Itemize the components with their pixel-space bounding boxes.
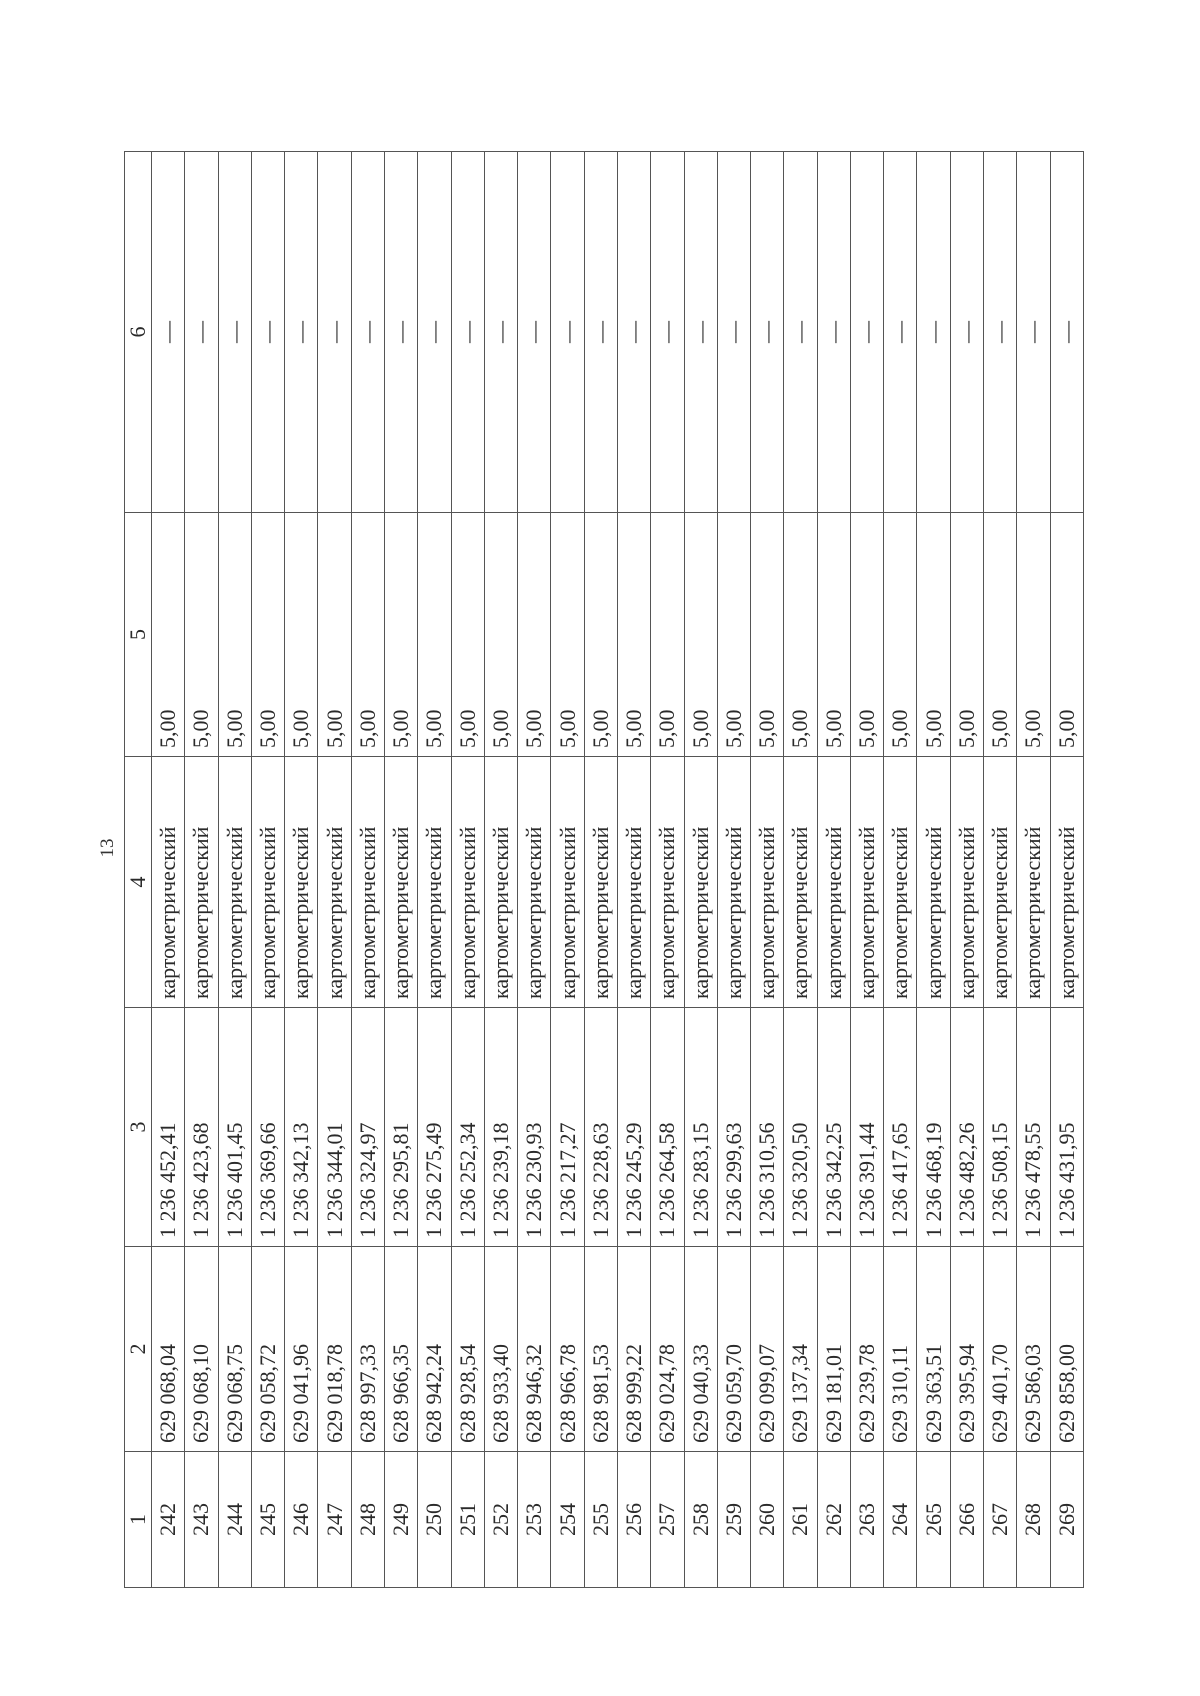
notes-cell: — <box>418 152 451 513</box>
method-cell: картометрический <box>684 757 717 1008</box>
table-row <box>817 152 850 1588</box>
x-coordinate-cell: 628 933,40 <box>484 1247 517 1452</box>
x-coordinate-cell: 629 068,10 <box>185 1247 218 1452</box>
notes-cell: — <box>1017 152 1050 513</box>
table-row <box>850 152 883 1588</box>
y-coordinate-cell: 1 236 283,15 <box>684 1008 717 1247</box>
x-coordinate-cell: 628 966,78 <box>551 1247 584 1452</box>
accuracy-cell: 5,00 <box>152 513 185 757</box>
x-coordinate-cell: 629 059,70 <box>717 1247 750 1452</box>
point-number-cell: 249 <box>384 1452 417 1588</box>
point-number-cell: 258 <box>684 1452 717 1588</box>
point-number-cell: 267 <box>984 1452 1017 1588</box>
y-coordinate-cell: 1 236 310,56 <box>751 1008 784 1247</box>
y-coordinate-cell: 1 236 239,18 <box>484 1008 517 1247</box>
notes-cell: — <box>185 152 218 513</box>
x-coordinate-cell: 629 239,78 <box>850 1247 883 1452</box>
table-row <box>884 152 917 1588</box>
point-number-cell: 251 <box>451 1452 484 1588</box>
notes-cell: — <box>384 152 417 513</box>
table-row <box>584 152 617 1588</box>
column-header-1: 1 <box>125 1452 152 1588</box>
x-coordinate-cell: 628 942,24 <box>418 1247 451 1452</box>
table-row <box>1017 152 1050 1588</box>
accuracy-cell: 5,00 <box>285 513 318 757</box>
table-row <box>684 152 717 1588</box>
y-coordinate-cell: 1 236 299,63 <box>717 1008 750 1247</box>
table-row <box>418 152 451 1588</box>
method-cell: картометрический <box>451 757 484 1008</box>
point-number-cell: 244 <box>218 1452 251 1588</box>
y-coordinate-cell: 1 236 417,65 <box>884 1008 917 1247</box>
table-row <box>651 152 684 1588</box>
accuracy-cell: 5,00 <box>950 513 983 757</box>
column-header-5: 5 <box>125 513 152 757</box>
x-coordinate-cell: 629 068,04 <box>152 1247 185 1452</box>
coordinates-table <box>124 151 1084 1588</box>
x-coordinate-cell: 629 181,01 <box>817 1247 850 1452</box>
y-coordinate-cell: 1 236 275,49 <box>418 1008 451 1247</box>
column-header-4: 4 <box>125 757 152 1008</box>
point-number-cell: 257 <box>651 1452 684 1588</box>
x-coordinate-cell: 629 395,94 <box>950 1247 983 1452</box>
point-number-cell: 255 <box>584 1452 617 1588</box>
accuracy-cell: 5,00 <box>1017 513 1050 757</box>
y-coordinate-cell: 1 236 320,50 <box>784 1008 817 1247</box>
y-coordinate-cell: 1 236 342,13 <box>285 1008 318 1247</box>
page-number: 13 <box>97 838 118 858</box>
method-cell: картометрический <box>152 757 185 1008</box>
x-coordinate-cell: 629 310,11 <box>884 1247 917 1452</box>
x-coordinate-cell: 629 041,96 <box>285 1247 318 1452</box>
notes-cell: — <box>917 152 950 513</box>
y-coordinate-cell: 1 236 217,27 <box>551 1008 584 1247</box>
notes-cell: — <box>751 152 784 513</box>
notes-cell: — <box>884 152 917 513</box>
point-number-cell: 264 <box>884 1452 917 1588</box>
notes-cell: — <box>518 152 551 513</box>
y-coordinate-cell: 1 236 264,58 <box>651 1008 684 1247</box>
y-coordinate-cell: 1 236 324,97 <box>351 1008 384 1247</box>
table-row <box>950 152 983 1588</box>
method-cell: картометрический <box>1050 757 1083 1008</box>
point-number-cell: 246 <box>285 1452 318 1588</box>
x-coordinate-cell: 629 068,75 <box>218 1247 251 1452</box>
method-cell: картометрический <box>1017 757 1050 1008</box>
y-coordinate-cell: 1 236 431,95 <box>1050 1008 1083 1247</box>
method-cell: картометрический <box>551 757 584 1008</box>
method-cell: картометрический <box>717 757 750 1008</box>
y-coordinate-cell: 1 236 508,15 <box>984 1008 1017 1247</box>
point-number-cell: 247 <box>318 1452 351 1588</box>
accuracy-cell: 5,00 <box>251 513 284 757</box>
y-coordinate-cell: 1 236 295,81 <box>384 1008 417 1247</box>
table-row <box>351 152 384 1588</box>
method-cell: картометрический <box>484 757 517 1008</box>
accuracy-cell: 5,00 <box>218 513 251 757</box>
x-coordinate-cell: 629 058,72 <box>251 1247 284 1452</box>
table-row <box>1050 152 1083 1588</box>
point-number-cell: 259 <box>717 1452 750 1588</box>
table-row <box>384 152 417 1588</box>
point-number-cell: 242 <box>152 1452 185 1588</box>
point-number-cell: 248 <box>351 1452 384 1588</box>
x-coordinate-cell: 629 858,00 <box>1050 1247 1083 1452</box>
point-number-cell: 262 <box>817 1452 850 1588</box>
accuracy-cell: 5,00 <box>351 513 384 757</box>
method-cell: картометрический <box>784 757 817 1008</box>
table-row <box>784 152 817 1588</box>
method-cell: картометрический <box>418 757 451 1008</box>
table-header-row <box>125 152 152 1588</box>
notes-cell: — <box>684 152 717 513</box>
table-row <box>285 152 318 1588</box>
method-cell: картометрический <box>584 757 617 1008</box>
point-number-cell: 243 <box>185 1452 218 1588</box>
table-row <box>451 152 484 1588</box>
method-cell: картометрический <box>518 757 551 1008</box>
accuracy-cell: 5,00 <box>185 513 218 757</box>
notes-cell: — <box>651 152 684 513</box>
x-coordinate-cell: 628 999,22 <box>617 1247 650 1452</box>
point-number-cell: 250 <box>418 1452 451 1588</box>
y-coordinate-cell: 1 236 482,26 <box>950 1008 983 1247</box>
y-coordinate-cell: 1 236 468,19 <box>917 1008 950 1247</box>
method-cell: картометрический <box>984 757 1017 1008</box>
accuracy-cell: 5,00 <box>917 513 950 757</box>
table-row <box>185 152 218 1588</box>
notes-cell: — <box>617 152 650 513</box>
x-coordinate-cell: 628 946,32 <box>518 1247 551 1452</box>
y-coordinate-cell: 1 236 228,63 <box>584 1008 617 1247</box>
accuracy-cell: 5,00 <box>484 513 517 757</box>
x-coordinate-cell: 629 137,34 <box>784 1247 817 1452</box>
y-coordinate-cell: 1 236 369,66 <box>251 1008 284 1247</box>
notes-cell: — <box>984 152 1017 513</box>
notes-cell: — <box>152 152 185 513</box>
y-coordinate-cell: 1 236 401,45 <box>218 1008 251 1247</box>
accuracy-cell: 5,00 <box>451 513 484 757</box>
table-body <box>152 152 1084 1588</box>
accuracy-cell: 5,00 <box>817 513 850 757</box>
method-cell: картометрический <box>950 757 983 1008</box>
point-number-cell: 261 <box>784 1452 817 1588</box>
column-header-2: 2 <box>125 1247 152 1452</box>
method-cell: картометрический <box>751 757 784 1008</box>
point-number-cell: 256 <box>617 1452 650 1588</box>
notes-cell: — <box>351 152 384 513</box>
y-coordinate-cell: 1 236 230,93 <box>518 1008 551 1247</box>
notes-cell: — <box>484 152 517 513</box>
table-row <box>551 152 584 1588</box>
point-number-cell: 265 <box>917 1452 950 1588</box>
notes-cell: — <box>817 152 850 513</box>
table-row <box>984 152 1017 1588</box>
accuracy-cell: 5,00 <box>518 513 551 757</box>
point-number-cell: 268 <box>1017 1452 1050 1588</box>
method-cell: картометрический <box>917 757 950 1008</box>
point-number-cell: 260 <box>751 1452 784 1588</box>
point-number-cell: 266 <box>950 1452 983 1588</box>
accuracy-cell: 5,00 <box>384 513 417 757</box>
table-row <box>152 152 185 1588</box>
x-coordinate-cell: 629 018,78 <box>318 1247 351 1452</box>
accuracy-cell: 5,00 <box>651 513 684 757</box>
method-cell: картометрический <box>850 757 883 1008</box>
notes-cell: — <box>218 152 251 513</box>
accuracy-cell: 5,00 <box>318 513 351 757</box>
notes-cell: — <box>318 152 351 513</box>
table-row <box>318 152 351 1588</box>
table-row <box>518 152 551 1588</box>
x-coordinate-cell: 629 363,51 <box>917 1247 950 1452</box>
table-row <box>251 152 284 1588</box>
accuracy-cell: 5,00 <box>784 513 817 757</box>
accuracy-cell: 5,00 <box>418 513 451 757</box>
table-row <box>617 152 650 1588</box>
y-coordinate-cell: 1 236 344,01 <box>318 1008 351 1247</box>
point-number-cell: 263 <box>850 1452 883 1588</box>
point-number-cell: 252 <box>484 1452 517 1588</box>
method-cell: картометрический <box>185 757 218 1008</box>
method-cell: картометрический <box>617 757 650 1008</box>
x-coordinate-cell: 629 401,70 <box>984 1247 1017 1452</box>
rotated-table-container <box>124 152 1084 1588</box>
method-cell: картометрический <box>318 757 351 1008</box>
x-coordinate-cell: 629 024,78 <box>651 1247 684 1452</box>
y-coordinate-cell: 1 236 245,29 <box>617 1008 650 1247</box>
accuracy-cell: 5,00 <box>984 513 1017 757</box>
y-coordinate-cell: 1 236 252,34 <box>451 1008 484 1247</box>
point-number-cell: 245 <box>251 1452 284 1588</box>
y-coordinate-cell: 1 236 452,41 <box>152 1008 185 1247</box>
y-coordinate-cell: 1 236 478,55 <box>1017 1008 1050 1247</box>
x-coordinate-cell: 628 981,53 <box>584 1247 617 1452</box>
y-coordinate-cell: 1 236 391,44 <box>850 1008 883 1247</box>
method-cell: картометрический <box>351 757 384 1008</box>
table-row <box>717 152 750 1588</box>
table-row <box>917 152 950 1588</box>
accuracy-cell: 5,00 <box>717 513 750 757</box>
accuracy-cell: 5,00 <box>684 513 717 757</box>
table-row <box>218 152 251 1588</box>
notes-cell: — <box>551 152 584 513</box>
column-header-3: 3 <box>125 1008 152 1247</box>
y-coordinate-cell: 1 236 423,68 <box>185 1008 218 1247</box>
x-coordinate-cell: 629 040,33 <box>684 1247 717 1452</box>
point-number-cell: 253 <box>518 1452 551 1588</box>
y-coordinate-cell: 1 236 342,25 <box>817 1008 850 1247</box>
method-cell: картометрический <box>651 757 684 1008</box>
x-coordinate-cell: 628 997,33 <box>351 1247 384 1452</box>
accuracy-cell: 5,00 <box>617 513 650 757</box>
x-coordinate-cell: 629 586,03 <box>1017 1247 1050 1452</box>
accuracy-cell: 5,00 <box>751 513 784 757</box>
method-cell: картометрический <box>218 757 251 1008</box>
x-coordinate-cell: 628 966,35 <box>384 1247 417 1452</box>
method-cell: картометрический <box>384 757 417 1008</box>
accuracy-cell: 5,00 <box>1050 513 1083 757</box>
point-number-cell: 254 <box>551 1452 584 1588</box>
notes-cell: — <box>717 152 750 513</box>
table-row <box>751 152 784 1588</box>
method-cell: картометрический <box>285 757 318 1008</box>
notes-cell: — <box>950 152 983 513</box>
notes-cell: — <box>451 152 484 513</box>
accuracy-cell: 5,00 <box>584 513 617 757</box>
method-cell: картометрический <box>251 757 284 1008</box>
x-coordinate-cell: 629 099,07 <box>751 1247 784 1452</box>
method-cell: картометрический <box>817 757 850 1008</box>
point-number-cell: 269 <box>1050 1452 1083 1588</box>
accuracy-cell: 5,00 <box>551 513 584 757</box>
notes-cell: — <box>251 152 284 513</box>
notes-cell: — <box>584 152 617 513</box>
notes-cell: — <box>1050 152 1083 513</box>
notes-cell: — <box>285 152 318 513</box>
accuracy-cell: 5,00 <box>884 513 917 757</box>
method-cell: картометрический <box>884 757 917 1008</box>
notes-cell: — <box>850 152 883 513</box>
notes-cell: — <box>784 152 817 513</box>
table-row <box>484 152 517 1588</box>
column-header-6: 6 <box>125 152 152 513</box>
x-coordinate-cell: 628 928,54 <box>451 1247 484 1452</box>
accuracy-cell: 5,00 <box>850 513 883 757</box>
